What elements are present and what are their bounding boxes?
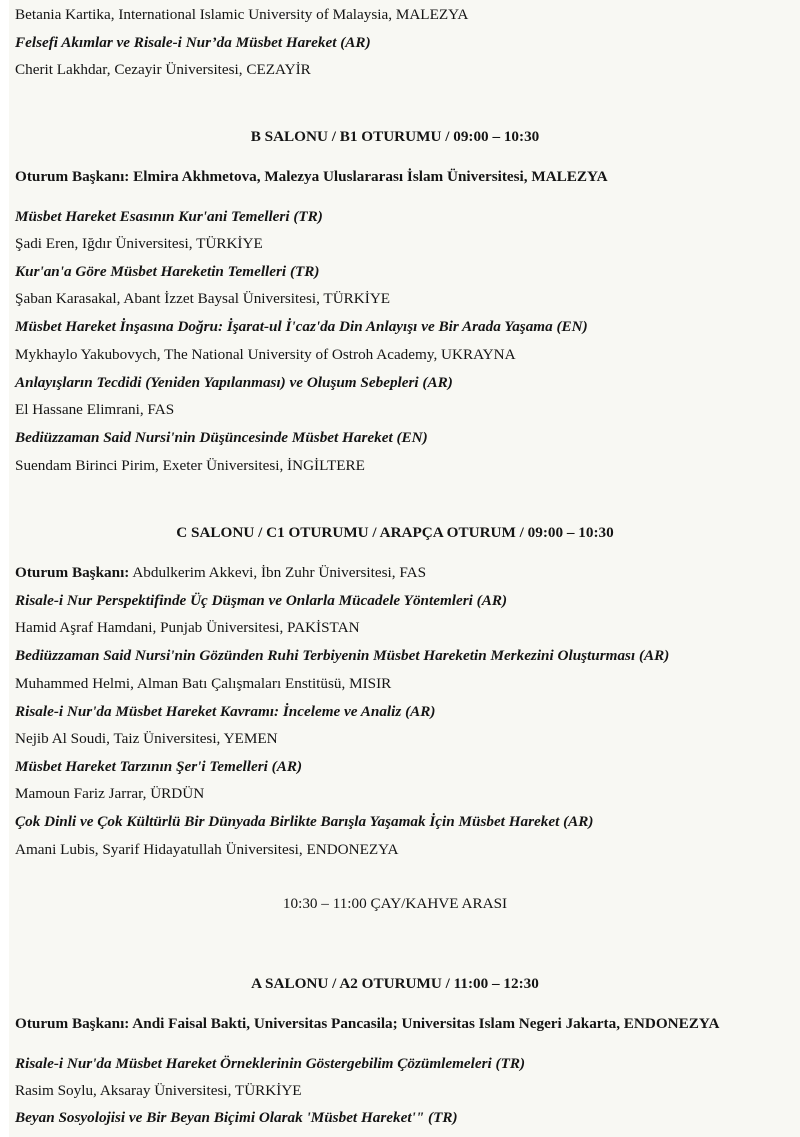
session-chair-c1 bbox=[15, 563, 426, 583]
author-line: Muhammed Helmi, Alman Batı Çalışmaları Enstitüsü, MISIR bbox=[15, 675, 392, 692]
paper-title: Risale-i Nur'da Müsbet Hareket Örneklerinin Göstergebilim Çözümlemeleri (TR) bbox=[15, 1055, 526, 1072]
author-line: Cherit Lakhdar, Cezayir Üniversitesi, CEZAYİR bbox=[15, 61, 311, 78]
author-line: Şaban Karasakal, Abant İzzet Baysal Üniversitesi, TÜRKİYE bbox=[15, 290, 391, 307]
chair-label: Oturum Başkanı: bbox=[15, 564, 130, 581]
paper-title: Risale-i Nur'da Müsbet Hareket Kavramı: İnceleme ve Analiz (AR) bbox=[15, 703, 436, 720]
chair-name: Abdulkerim Akkevi, İbn Zuhr Üniversitesi, FAS bbox=[132, 564, 427, 581]
author-line: Amani Lubis, Syarif Hidayatullah Üniversitesi, ENDONEZYA bbox=[15, 841, 399, 858]
author-line: Mykhaylo Yakubovych, The National University of Ostroh Academy, UKRAYNA bbox=[15, 346, 516, 363]
paper-title: Müsbet Hareket İnşasına Doğru: İşarat-ul İ'caz'da Din Anlayışı ve Bir Arada Yaşama (EN) bbox=[15, 318, 588, 335]
session-chair-a2: Oturum Başkanı: Andi Faisal Bakti, Universitas Pancasila; Universitas Islam Negeri Jakarta, ENDONEZYA bbox=[15, 1015, 720, 1032]
author-line: Betania Kartika, International Islamic University of Malaysia, MALEZYA bbox=[15, 6, 469, 23]
session-heading-c1: C SALONU / C1 OTURUMU / ARAPÇA OTURUM / 09:00 – 10:30 bbox=[176, 524, 614, 541]
session-heading-b1: B SALONU / B1 OTURUMU / 09:00 – 10:30 bbox=[250, 128, 540, 145]
paper-title: Bediüzzaman Said Nursi'nin Gözünden Ruhi Terbiyenin Müsbet Hareketin Merkezini Oluşturması (AR) bbox=[15, 647, 670, 664]
paper-title: Bediüzzaman Said Nursi'nin Düşüncesinde Müsbet Hareket (EN) bbox=[15, 429, 428, 446]
paper-title: Risale-i Nur Perspektifinde Üç Düşman ve Onlarla Mücadele Yöntemleri (AR) bbox=[15, 592, 508, 609]
coffee-break: 10:30 – 11:00 ÇAY/KAHVE ARASI bbox=[282, 895, 508, 912]
author-line: Şadi Eren, Iğdır Üniversitesi, TÜRKİYE bbox=[15, 235, 263, 252]
paper-title: Kur'an'a Göre Müsbet Hareketin Temelleri (TR) bbox=[15, 263, 320, 280]
paper-title: Müsbet Hareket Tarzının Şer'i Temelleri (AR) bbox=[15, 758, 303, 775]
author-line: Hamid Aşraf Hamdani, Punjab Üniversitesi, PAKİSTAN bbox=[15, 619, 360, 636]
paper-title: Beyan Sosyolojisi ve Bir Beyan Biçimi Olarak 'Müsbet Hareket'" (TR) bbox=[15, 1109, 458, 1126]
paper-title: Felsefi Akımlar ve Risale-i Nur’da Müsbet Hareket (AR) bbox=[15, 34, 371, 51]
left-page-edge bbox=[0, 0, 9, 1137]
author-line: Rasim Soylu, Aksaray Üniversitesi, TÜRKİYE bbox=[15, 1082, 302, 1099]
session-chair-b1: Oturum Başkanı: Elmira Akhmetova, Malezya Uluslararası İslam Üniversitesi, MALEZYA bbox=[15, 168, 608, 185]
author-line: Nejib Al Soudi, Taiz Üniversitesi, YEMEN bbox=[15, 730, 278, 747]
session-heading-a2: A SALONU / A2 OTURUMU / 11:00 – 12:30 bbox=[251, 975, 539, 992]
paper-title: Müsbet Hareket Esasının Kur'ani Temelleri (TR) bbox=[15, 208, 323, 225]
paper-title: Çok Dinli ve Çok Kültürlü Bir Dünyada Birlikte Barışla Yaşamak İçin Müsbet Hareket (AR) bbox=[15, 813, 594, 830]
author-line: El Hassane Elimrani, FAS bbox=[15, 401, 175, 418]
paper-title: Anlayışların Tecdidi (Yeniden Yapılanması) ve Oluşum Sebepleri (AR) bbox=[15, 374, 453, 391]
author-line: Suendam Birinci Pirim, Exeter Üniversitesi, İNGİLTERE bbox=[15, 457, 365, 474]
author-line: Mamoun Fariz Jarrar, ÜRDÜN bbox=[15, 785, 205, 802]
